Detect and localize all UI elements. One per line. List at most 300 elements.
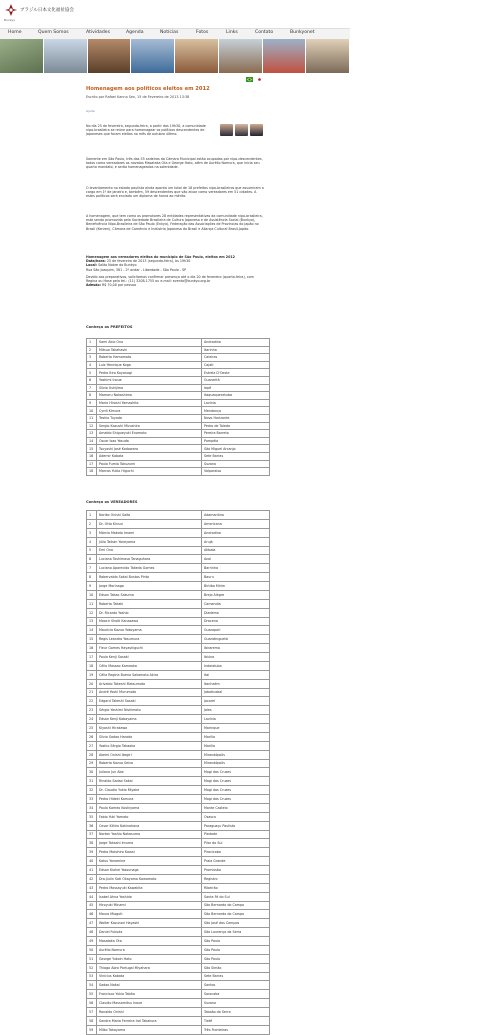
table-row: [87, 724, 270, 733]
row-number: 53: [87, 972, 97, 981]
politician-name: Paulo Kameo Koshiyama: [97, 803, 202, 812]
row-number: 46: [87, 910, 97, 919]
event-heading: Homenagem aos vereadores eleitos do município de São Paulo, eleitos em 2012: [86, 255, 235, 259]
city-name: Itaquaquecetuba: [202, 392, 270, 400]
language-flags: [246, 77, 263, 82]
table-row: [87, 361, 270, 369]
nav-atividades[interactable]: Atividades: [86, 30, 111, 35]
table-row: [87, 910, 270, 919]
row-number: 10: [87, 590, 97, 599]
politician-name: Paulo Fumio Tokuzumi: [97, 460, 202, 468]
city-name: Marinque: [202, 724, 270, 733]
table-row: [87, 460, 270, 468]
politician-name: Mauro Miaguti: [97, 910, 202, 919]
table-row: [87, 430, 270, 438]
table-row: [87, 803, 270, 812]
table-row: [87, 590, 270, 599]
row-number: 52: [87, 963, 97, 972]
row-number: 21: [87, 688, 97, 697]
event-date-line: Data/hora: 25 de fevereiro de 2013 (segunda-feira), às 19h30: [86, 259, 191, 264]
site-header: [0, 0, 350, 28]
politician-name: Edson Kenji Kabayama: [97, 715, 202, 724]
politician-name: Pedro Massayuki Kawakita: [97, 883, 202, 892]
city-name: Andradina: [202, 339, 270, 347]
city-name: Diadema: [202, 608, 270, 617]
table-row: [87, 741, 270, 750]
article-paragraph: Somente em São Paulo, três das 55 cadeiras da Câmara Municipal estão ocupadas por nipo-descendentes, todos como vereadores os novatos Masataka Ota e George Hato, além de Aurélio Nomura, que inicia seu quarto mandato, e serão homenageados na solenidade.: [86, 157, 263, 170]
city-name: Guararitã: [202, 376, 270, 384]
politician-name: Robervaldo Sakai Bustos Pinto: [97, 573, 202, 582]
table-row: [87, 399, 270, 407]
politician-photo: [250, 124, 263, 136]
politician-name: André Yoshi Murumoto: [97, 688, 202, 697]
row-number: 39: [87, 848, 97, 857]
table-row: [87, 653, 270, 662]
row-number: 35: [87, 812, 97, 821]
city-name: São Simão: [202, 963, 270, 972]
row-number: 38: [87, 839, 97, 848]
table-row: [87, 354, 270, 362]
article-paragraph: A homenagem, que tem como os promotores 28 entidades representativas da comunidade nipo-brasileira, está sendo promovida pela Sociedade Brasileira de Cultura Japonesa e de Assistência Social (Bunkyo), Beneficência Nipo-Brasileira de São Paulo (Enkyo), Federação das Associações de Províncias do Japão no Brasil (Kenren), Câmara de Comércio e Indústria Japonesa do Brasil e Aliança Cultural Brasil-Japão.: [86, 214, 263, 231]
politician-name: Mauricio Kazuo Yokoyama: [97, 626, 202, 635]
city-name: São Bernardo do Campo: [202, 910, 270, 919]
row-number: 50: [87, 945, 97, 954]
politician-name: Ronaldo Onishi: [97, 1008, 202, 1017]
city-name: Cajati: [202, 361, 270, 369]
politician-name: Luciano Aparecido Takeda Gomes: [97, 564, 202, 573]
row-number: 11: [87, 414, 97, 422]
table-row: [87, 407, 270, 415]
row-number: 54: [87, 981, 97, 990]
row-number: 25: [87, 724, 97, 733]
politician-name: Noriko Onishi Saito: [97, 511, 202, 520]
row-number: 43: [87, 883, 97, 892]
politician-name: Francisco Yukio Tabita: [97, 990, 202, 999]
politician-name: Fleur Gomes Hayashiguchi: [97, 644, 202, 653]
row-number: 40: [87, 857, 97, 866]
politician-name: Daniel Fukuda: [97, 928, 202, 937]
nav-home[interactable]: Home: [8, 30, 22, 35]
row-number: 57: [87, 1008, 97, 1017]
city-name: Jales: [202, 706, 270, 715]
politician-name: Célia Regina Bueno Sakamoto Akira: [97, 670, 202, 679]
table-row: [87, 892, 270, 901]
row-number: 4: [87, 537, 97, 546]
row-number: 9: [87, 399, 97, 407]
row-number: 48: [87, 928, 97, 937]
table-row: [87, 392, 270, 400]
table-row: [87, 599, 270, 608]
city-name: São Paulo: [202, 954, 270, 963]
politician-name: Dr. Claudio Yukio Miyake: [97, 786, 202, 795]
city-name: Praia Grande: [202, 857, 270, 866]
row-number: 55: [87, 990, 97, 999]
table-row: [87, 422, 270, 430]
table-row: [87, 883, 270, 892]
city-name: Itarinha: [202, 346, 270, 354]
politician-name: Regis Leandro Yasumura: [97, 635, 202, 644]
city-name: Novo Horizonte: [202, 414, 270, 422]
politician-name: Jorge Takashi Imuma: [97, 839, 202, 848]
bunkyo-logo-icon[interactable]: [4, 3, 18, 17]
table-row: [87, 369, 270, 377]
city-name: Promissão: [202, 866, 270, 875]
city-name: Valparaíso: [202, 468, 270, 476]
site-name: ブラジル日本文化福祉協会: [20, 8, 74, 13]
city-name: Marília: [202, 732, 270, 741]
row-number: 47: [87, 919, 97, 928]
event-info: [86, 255, 266, 287]
row-number: 32: [87, 786, 97, 795]
table-row: [87, 812, 270, 821]
nav-noticias[interactable]: Notícias: [160, 30, 179, 35]
table-row: [87, 928, 270, 937]
city-name: Sete Barras: [202, 972, 270, 981]
city-name: Guaratinguetá: [202, 635, 270, 644]
politician-name: Rinaldo Sadao Sakai: [97, 777, 202, 786]
politician-name: Claudio Massamitsu Inoue: [97, 999, 202, 1008]
city-name: São Paulo: [202, 937, 270, 946]
row-number: 34: [87, 803, 97, 812]
row-number: 51: [87, 954, 97, 963]
table-row: [87, 874, 270, 883]
city-name: Barrinha: [202, 564, 270, 573]
politician-name: Norton Yoshio Nakasuma: [97, 830, 202, 839]
event-note: Devido aos preparativos, solicitamos confirmar presença até o dia 20 de fevereiro (quarta-feira), com Regina ou Hase pelo tel.: (11) 3208-1755 ou e-mail: evento@bunkyo.org.br: [86, 274, 254, 284]
banner-photo: [263, 39, 307, 73]
city-name: Estrela D'Oeste: [202, 369, 270, 377]
article-paragraph: No dia 25 de fevereiro, segunda-feira, a partir das 19h30, a comunidade nipo-brasileira se reúne para homenagear os políticos descendentes de japoneses que foram eleitos no mês de outubro último.: [86, 124, 206, 137]
row-number: 2: [87, 519, 97, 528]
politician-name: Márcio Makoto Imami: [97, 528, 202, 537]
row-number: 9: [87, 582, 97, 591]
row-number: 56: [87, 999, 97, 1008]
politician-name: Amaldo Shigueyuki Enomoto: [97, 430, 202, 438]
city-name: Iepê: [202, 384, 270, 392]
city-name: Pilar do Sul: [202, 839, 270, 848]
table-row: [87, 919, 270, 928]
table-row: [87, 617, 270, 626]
politician-name: Sergio Kazushi Mizushiro: [97, 422, 202, 430]
table-row: [87, 546, 270, 555]
politician-name: Dra.Jiulin Sati Okayama Kawamoto: [97, 874, 202, 883]
politician-name: Silvio Sadao Harada: [97, 732, 202, 741]
article-paragraph: O levantamento no estado paulista ainda aponta um total de 18 prefeitos nipo-brasileiros que assumiram o cargo em 1º de janeiro e, também, 59 descendentes que vão atuar como vereadores em 51 cidades. A estes políticos será enviado um diploma de honra ao mérito.: [86, 186, 264, 199]
table-row: [87, 608, 270, 617]
table-row: [87, 528, 270, 537]
politician-name: Moacir Shoiti Kanazawa: [97, 617, 202, 626]
city-name: Osasco: [202, 812, 270, 821]
row-number: 58: [87, 1016, 97, 1025]
politician-name: Sami Akio Ono: [97, 339, 202, 347]
table-row: [87, 1008, 270, 1017]
city-name: Três Fronteiras: [202, 1025, 270, 1034]
city-name: Atibaia: [202, 546, 270, 555]
table-row: [87, 848, 270, 857]
politician-name: George Yukoin Hato: [97, 954, 202, 963]
event-place-line: Local: Salão Nobre do Bunkyo: [86, 263, 137, 268]
city-name: São Bernardo do Campo: [202, 901, 270, 910]
event-address: Rua São Joaquim, 381 - 2º andar - Liberdade - São Paulo - SP: [86, 267, 187, 272]
row-number: 12: [87, 422, 97, 430]
nav-agenda[interactable]: Agenda: [126, 30, 144, 35]
row-number: 8: [87, 392, 97, 400]
city-name: Sorocaba: [202, 990, 270, 999]
japan-flag-icon[interactable]: [256, 77, 263, 82]
city-name: Caieiras: [202, 354, 270, 362]
table-row: [87, 384, 270, 392]
city-name: Marília: [202, 741, 270, 750]
table-row: [87, 688, 270, 697]
table-row: [87, 582, 270, 591]
row-number: 19: [87, 670, 97, 679]
row-number: 18: [87, 661, 97, 670]
vereadores-heading: Conheça os VEREADORES: [86, 500, 138, 504]
city-name: Pereira Barreto: [202, 430, 270, 438]
table-row: [87, 445, 270, 453]
politician-name: Edgard Takeshi Sasaki: [97, 697, 202, 706]
politician-name: Pedro Motohiro Kawai: [97, 848, 202, 857]
politician-name: Roberto Hamamoto: [97, 354, 202, 362]
city-name: Mirandópolis: [202, 759, 270, 768]
city-name: Indaiatuba: [202, 661, 270, 670]
row-number: 8: [87, 573, 97, 582]
table-row: [87, 786, 270, 795]
table-row: [87, 697, 270, 706]
city-name: Santos: [202, 981, 270, 990]
row-number: 15: [87, 445, 97, 453]
table-row: [87, 626, 270, 635]
politician-name: Akemi Onishi Ikegiri: [97, 750, 202, 759]
politician-name: Fabio Yuki Yamato: [97, 812, 202, 821]
city-name: Brejo Alegre: [202, 590, 270, 599]
table-row: [87, 346, 270, 354]
politician-photo: [220, 124, 233, 136]
politician-name: Juliano Jun Abe: [97, 768, 202, 777]
row-number: 45: [87, 901, 97, 910]
politician-name: Edson Kiohei Yassunaga: [97, 866, 202, 875]
table-row: [87, 519, 270, 528]
table-row: [87, 555, 270, 564]
row-number: 10: [87, 407, 97, 415]
banner-photo: [175, 39, 219, 73]
city-name: Paraguaçu Paulista: [202, 821, 270, 830]
row-number: 14: [87, 437, 97, 445]
banner-photo: [219, 39, 263, 73]
city-name: São José dos Campos: [202, 919, 270, 928]
nav-quem-somos[interactable]: Quem Somos: [38, 30, 69, 35]
table-row: [87, 511, 270, 520]
politician-name: Pedro Itiro Koyanagi: [97, 369, 202, 377]
header-banner: [0, 39, 350, 73]
politician-name: Kiyoshi Hirakawa: [97, 724, 202, 733]
row-number: 23: [87, 706, 97, 715]
table-row: [87, 759, 270, 768]
row-number: 59: [87, 1025, 97, 1034]
row-number: 7: [87, 384, 97, 392]
row-number: 30: [87, 768, 97, 777]
row-number: 16: [87, 452, 97, 460]
article-photos: [220, 124, 263, 136]
city-name: Sete Barras: [202, 452, 270, 460]
brazil-flag-icon[interactable]: [246, 77, 253, 82]
row-number: 42: [87, 874, 97, 883]
row-number: 41: [87, 866, 97, 875]
table-row: [87, 839, 270, 848]
politician-name: Sérgio Yoshimi Nishimoto: [97, 706, 202, 715]
table-row: [87, 795, 270, 804]
politician-name: Ademir Kabata: [97, 452, 202, 460]
article-meta: Escrito por Rafael Kanno Sex, 15 de Fevereiro de 2013 13:38: [86, 95, 190, 99]
banner-photo: [88, 39, 132, 73]
politician-name: Aurélio Nomura: [97, 945, 202, 954]
city-name: Suzano: [202, 999, 270, 1008]
city-name: Itanhaém: [202, 679, 270, 688]
city-name: Tietê: [202, 1016, 270, 1025]
row-number: 33: [87, 795, 97, 804]
table-row: [87, 963, 270, 972]
city-name: Registro: [202, 874, 270, 883]
city-name: Lavínia: [202, 715, 270, 724]
city-name: São Paulo: [202, 945, 270, 954]
row-number: 22: [87, 697, 97, 706]
row-number: 37: [87, 830, 97, 839]
table-row: [87, 768, 270, 777]
city-name: Andradina: [202, 528, 270, 537]
table-row: [87, 376, 270, 384]
table-row: [87, 777, 270, 786]
city-name: Guarapari: [202, 626, 270, 635]
row-number: 4: [87, 361, 97, 369]
row-number: 7: [87, 564, 97, 573]
city-name: Arujá: [202, 537, 270, 546]
table-row: [87, 866, 270, 875]
city-name: Mogi das Cruzes: [202, 777, 270, 786]
politician-name: Júlio Taikan Yoneyama: [97, 537, 202, 546]
row-number: 11: [87, 599, 97, 608]
politician-name: Sandra Maria Ferreira Iraí Takakura: [97, 1016, 202, 1025]
city-name: Adamantina: [202, 511, 270, 520]
politician-name: Yoshio Sérgio Takaoka: [97, 741, 202, 750]
city-name: Pompéia: [202, 437, 270, 445]
city-name: Ibirarema: [202, 644, 270, 653]
politician-name: Marcos Yukio Higuchi: [97, 468, 202, 476]
table-row: [87, 339, 270, 347]
table-row: [87, 981, 270, 990]
row-number: 20: [87, 679, 97, 688]
table-row: [87, 414, 270, 422]
row-number: 3: [87, 354, 97, 362]
city-name: Mogi das Cruzes: [202, 786, 270, 795]
row-number: 5: [87, 546, 97, 555]
table-row: [87, 954, 270, 963]
politician-name: Luiz Henrique Koga: [97, 361, 202, 369]
politician-name: Yoshimi Inoue: [97, 376, 202, 384]
row-number: 49: [87, 937, 97, 946]
row-number: 13: [87, 430, 97, 438]
table-row: [87, 715, 270, 724]
politician-name: Oscar Isao Yasuda: [97, 437, 202, 445]
city-name: Birtiba Mirim: [202, 582, 270, 591]
city-name: São Lourenço da Serra: [202, 928, 270, 937]
table-row: [87, 706, 270, 715]
politician-name: Mario Hiroshi Yamashita: [97, 399, 202, 407]
table-row: [87, 644, 270, 653]
row-number: 13: [87, 617, 97, 626]
table-row: [87, 537, 270, 546]
vereadores-table: [86, 510, 270, 1035]
table-row: [87, 972, 270, 981]
politician-name: Pedro Hideki Komura: [97, 795, 202, 804]
row-number: 24: [87, 715, 97, 724]
table-row: [87, 679, 270, 688]
row-number: 36: [87, 821, 97, 830]
city-name: Ribeirão: [202, 883, 270, 892]
politician-name: Walter Kazunori Hayashi: [97, 919, 202, 928]
city-name: Avaí: [202, 555, 270, 564]
table-row: [87, 661, 270, 670]
nav-contato[interactable]: Contato: [255, 30, 274, 35]
table-row: [87, 901, 270, 910]
banner-photo: [0, 39, 44, 73]
row-number: 29: [87, 759, 97, 768]
city-name: Piedade: [202, 830, 270, 839]
table-row: [87, 821, 270, 830]
politician-photo: [235, 124, 248, 136]
row-number: 31: [87, 777, 97, 786]
row-number: 6: [87, 376, 97, 384]
nav-bunkyonet[interactable]: Bunkyonet: [290, 30, 315, 35]
prefeitos-heading: Conheça os PREFEITOS: [86, 325, 133, 329]
politician-name: Masataka Ota: [97, 937, 202, 946]
city-name: Dracena: [202, 617, 270, 626]
politician-name: Emi Ono: [97, 546, 202, 555]
row-number: 3: [87, 528, 97, 537]
city-name: Santa Fé do Sul: [202, 892, 270, 901]
city-name: Taboão da Serra: [202, 1008, 270, 1017]
table-row: [87, 452, 270, 460]
table-row: [87, 830, 270, 839]
row-number: 6: [87, 555, 97, 564]
politician-name: Cyrdi Kimura: [97, 407, 202, 415]
politician-name: Vinicius Kabata: [97, 972, 202, 981]
city-name: São Miguel Arcanjo: [202, 445, 270, 453]
politician-name: Dr. Otto Kinsui: [97, 519, 202, 528]
site-subname: Bunkyo: [4, 18, 16, 22]
nav-fotos[interactable]: Fotos: [196, 30, 209, 35]
table-row: [87, 468, 270, 476]
row-number: 1: [87, 511, 97, 520]
city-name: Bauru: [202, 573, 270, 582]
row-number: 15: [87, 635, 97, 644]
politician-name: Milko Takayama: [97, 1025, 202, 1034]
politician-name: Edson Takao Sakuma: [97, 590, 202, 599]
city-name: Mogi das Cruzes: [202, 768, 270, 777]
article-title[interactable]: Homenagem aos políticos eleitos em 2012: [86, 86, 210, 92]
article-help-link[interactable]: Ajuda: [86, 109, 95, 113]
row-number: 17: [87, 460, 97, 468]
nav-links[interactable]: Links: [226, 30, 238, 35]
row-number: 2: [87, 346, 97, 354]
politician-name: Luciano Toshimasa Tanaguhara: [97, 555, 202, 564]
politician-name: Cesar Kiitiro Kakinohana: [97, 821, 202, 830]
city-name: Itaí: [202, 670, 270, 679]
row-number: 18: [87, 468, 97, 476]
row-number: 12: [87, 608, 97, 617]
politician-name: Isabel Ahna Yoshida: [97, 892, 202, 901]
city-name: Pedro de Toledo: [202, 422, 270, 430]
politician-name: Célio Massao Kameoka: [97, 661, 202, 670]
